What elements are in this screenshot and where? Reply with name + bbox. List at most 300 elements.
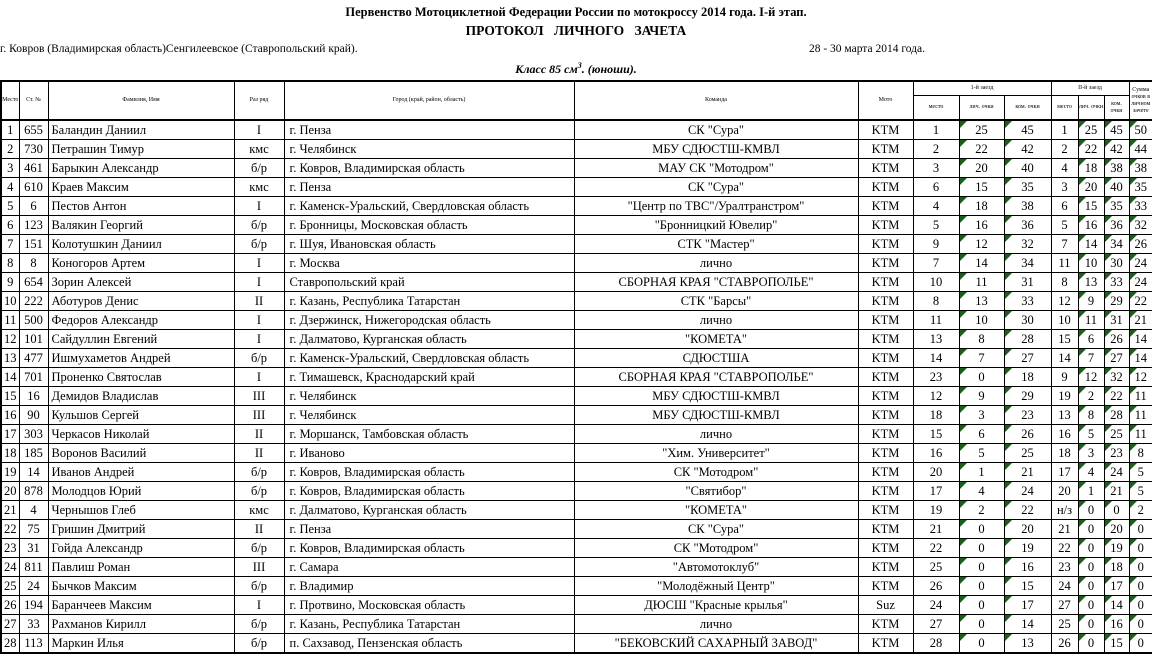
- cell-heat1-personal-points: 25: [959, 120, 1004, 140]
- cell-heat2-personal-points: 0: [1078, 501, 1104, 520]
- green-corner-marker: [960, 615, 967, 622]
- cell-heat2-team-points: 15: [1104, 634, 1129, 654]
- table-row: [1, 235, 1152, 254]
- cell-heat2-team-points: 32: [1104, 368, 1129, 387]
- green-corner-marker: [1130, 577, 1137, 584]
- cell-heat2-team-points: 18: [1104, 558, 1129, 577]
- cell-heat1-place: 4: [913, 197, 959, 216]
- cell-heat1-team-points: 27: [1004, 349, 1051, 368]
- cell-heat1-team-points: 16: [1004, 558, 1051, 577]
- cell-moto: KTM: [858, 159, 913, 178]
- cell-heat2-team-points: 21: [1104, 482, 1129, 501]
- cell-team: МБУ СДЮСТШ-КМВЛ: [574, 387, 858, 406]
- cell-heat2-team-points: 27: [1104, 349, 1129, 368]
- green-corner-marker: [1005, 444, 1012, 451]
- cell-heat2-place: 22: [1051, 539, 1078, 558]
- cell-heat2-place: 4: [1051, 159, 1078, 178]
- green-corner-marker: [1005, 482, 1012, 489]
- green-corner-marker: [1105, 311, 1112, 318]
- cell-total-points: 14: [1129, 330, 1152, 349]
- cell-heat2-team-points: 26: [1104, 330, 1129, 349]
- cell-start-number: 878: [19, 482, 48, 501]
- cell-total-points: 0: [1129, 558, 1152, 577]
- cell-heat1-place: 1: [913, 120, 959, 140]
- cell-heat1-team-points: 22: [1004, 501, 1051, 520]
- cell-moto: KTM: [858, 292, 913, 311]
- cell-start-number: 14: [19, 463, 48, 482]
- cell-rider-name: Маркин Илья: [48, 634, 234, 654]
- cell-heat1-personal-points: 0: [959, 634, 1004, 654]
- cell-place: 21: [1, 501, 19, 520]
- green-corner-marker: [960, 235, 967, 242]
- green-corner-marker: [960, 520, 967, 527]
- cell-heat1-personal-points: 22: [959, 140, 1004, 159]
- cell-heat2-personal-points: 1: [1078, 482, 1104, 501]
- green-corner-marker: [1079, 273, 1086, 280]
- cell-moto: Suz: [858, 596, 913, 615]
- green-corner-marker: [1130, 349, 1137, 356]
- green-corner-marker: [1130, 368, 1137, 375]
- green-corner-marker: [1130, 596, 1137, 603]
- results-table: [0, 80, 1152, 654]
- green-corner-marker: [1105, 406, 1112, 413]
- cell-heat1-place: 17: [913, 482, 959, 501]
- green-corner-marker: [1130, 121, 1137, 128]
- cell-heat1-place: 14: [913, 349, 959, 368]
- cell-place: 8: [1, 254, 19, 273]
- green-corner-marker: [960, 292, 967, 299]
- cell-city: г. Ковров, Владимирская область: [284, 539, 574, 558]
- table-row: [1, 292, 1152, 311]
- cell-city: г. Пенза: [284, 520, 574, 539]
- col-header-heat1: 1-й заезд: [913, 81, 1051, 96]
- col-header-heat2-place: место: [1051, 96, 1078, 121]
- green-corner-marker: [1005, 216, 1012, 223]
- cell-place: 5: [1, 197, 19, 216]
- col-header-heat1-personal: лич. очки: [959, 96, 1004, 121]
- green-corner-marker: [1079, 235, 1086, 242]
- cell-heat1-personal-points: 20: [959, 159, 1004, 178]
- cell-place: 7: [1, 235, 19, 254]
- cell-rank: б/р: [234, 216, 284, 235]
- green-corner-marker: [1079, 501, 1086, 508]
- cell-heat2-personal-points: 18: [1078, 159, 1104, 178]
- cell-rank: б/р: [234, 634, 284, 654]
- cell-heat2-place: 24: [1051, 577, 1078, 596]
- green-corner-marker: [1105, 235, 1112, 242]
- green-corner-marker: [1130, 406, 1137, 413]
- cell-rank: кмс: [234, 178, 284, 197]
- cell-heat1-place: 12: [913, 387, 959, 406]
- cell-moto: KTM: [858, 482, 913, 501]
- green-corner-marker: [1105, 273, 1112, 280]
- green-corner-marker: [1130, 273, 1137, 280]
- cell-heat2-team-points: 19: [1104, 539, 1129, 558]
- cell-city: г. Казань, Республика Татарстан: [284, 615, 574, 634]
- cell-rank: б/р: [234, 482, 284, 501]
- green-corner-marker: [960, 425, 967, 432]
- cell-heat2-personal-points: 22: [1078, 140, 1104, 159]
- green-corner-marker: [960, 349, 967, 356]
- cell-heat2-personal-points: 2: [1078, 387, 1104, 406]
- green-corner-marker: [960, 596, 967, 603]
- cell-heat1-place: 8: [913, 292, 959, 311]
- cell-heat1-personal-points: 0: [959, 577, 1004, 596]
- cell-heat2-personal-points: 5: [1078, 425, 1104, 444]
- cell-heat2-place: 5: [1051, 216, 1078, 235]
- cell-start-number: 113: [19, 634, 48, 654]
- cell-place: 14: [1, 368, 19, 387]
- table-row: [1, 482, 1152, 501]
- cell-heat2-place: 9: [1051, 368, 1078, 387]
- green-corner-marker: [1079, 197, 1086, 204]
- cell-total-points: 44: [1129, 140, 1152, 159]
- green-corner-marker: [1005, 197, 1012, 204]
- green-corner-marker: [1079, 140, 1086, 147]
- cell-total-points: 24: [1129, 254, 1152, 273]
- green-corner-marker: [1105, 140, 1112, 147]
- cell-total-points: 38: [1129, 159, 1152, 178]
- cell-heat1-personal-points: 8: [959, 330, 1004, 349]
- cell-heat2-team-points: 0: [1104, 501, 1129, 520]
- cell-place: 1: [1, 120, 19, 140]
- green-corner-marker: [1005, 140, 1012, 147]
- cell-team: "Автомотоклуб": [574, 558, 858, 577]
- cell-place: 12: [1, 330, 19, 349]
- cell-start-number: 31: [19, 539, 48, 558]
- cell-start-number: 610: [19, 178, 48, 197]
- green-corner-marker: [1105, 197, 1112, 204]
- green-corner-marker: [1005, 501, 1012, 508]
- cell-rider-name: Барыкин Александр: [48, 159, 234, 178]
- col-header-heat1-place: место: [913, 96, 959, 121]
- document-header: [0, 0, 1152, 77]
- cell-rank: I: [234, 120, 284, 140]
- cell-place: 28: [1, 634, 19, 654]
- green-corner-marker: [1079, 444, 1086, 451]
- cell-heat2-team-points: 36: [1104, 216, 1129, 235]
- cell-heat2-place: 20: [1051, 482, 1078, 501]
- cell-heat2-team-points: 29: [1104, 292, 1129, 311]
- cell-heat2-team-points: 22: [1104, 387, 1129, 406]
- cell-moto: KTM: [858, 558, 913, 577]
- cell-team: "БЕКОВСКИЙ САХАРНЫЙ ЗАВОД": [574, 634, 858, 654]
- green-corner-marker: [960, 197, 967, 204]
- cell-start-number: 4: [19, 501, 48, 520]
- green-corner-marker: [1105, 121, 1112, 128]
- cell-moto: KTM: [858, 425, 913, 444]
- cell-place: 9: [1, 273, 19, 292]
- cell-heat2-personal-points: 3: [1078, 444, 1104, 463]
- cell-city: г. Челябинск: [284, 406, 574, 425]
- cell-moto: KTM: [858, 520, 913, 539]
- green-corner-marker: [960, 501, 967, 508]
- green-corner-marker: [1079, 634, 1086, 641]
- cell-heat2-place: 14: [1051, 349, 1078, 368]
- cell-heat2-team-points: 23: [1104, 444, 1129, 463]
- cell-rank: I: [234, 368, 284, 387]
- cell-rider-name: Бычков Максим: [48, 577, 234, 596]
- cell-heat1-team-points: 15: [1004, 577, 1051, 596]
- cell-heat1-personal-points: 11: [959, 273, 1004, 292]
- event-dates: 28 - 30 марта 2014 года.: [808, 43, 925, 55]
- table-row: [1, 368, 1152, 387]
- cell-total-points: 5: [1129, 463, 1152, 482]
- cell-rank: б/р: [234, 539, 284, 558]
- cell-city: г. Ковров, Владимирская область: [284, 463, 574, 482]
- cell-heat2-personal-points: 15: [1078, 197, 1104, 216]
- cell-place: 24: [1, 558, 19, 577]
- green-corner-marker: [1005, 311, 1012, 318]
- cell-heat1-team-points: 20: [1004, 520, 1051, 539]
- green-corner-marker: [1130, 539, 1137, 546]
- cell-heat1-team-points: 34: [1004, 254, 1051, 273]
- cell-heat1-personal-points: 14: [959, 254, 1004, 273]
- col-header-rank: Раз ряд: [234, 81, 284, 120]
- cell-heat2-personal-points: 12: [1078, 368, 1104, 387]
- cell-heat1-place: 7: [913, 254, 959, 273]
- cell-city: г. Самара: [284, 558, 574, 577]
- green-corner-marker: [1005, 159, 1012, 166]
- cell-heat1-team-points: 38: [1004, 197, 1051, 216]
- green-corner-marker: [960, 539, 967, 546]
- cell-heat1-team-points: 19: [1004, 539, 1051, 558]
- cell-rider-name: Иванов Андрей: [48, 463, 234, 482]
- cell-start-number: 811: [19, 558, 48, 577]
- cell-team: СК "Мотодром": [574, 463, 858, 482]
- venue-date-row: [0, 43, 1152, 58]
- cell-rider-name: Кульшов Сергей: [48, 406, 234, 425]
- cell-city: г. Дзержинск, Нижегородская область: [284, 311, 574, 330]
- cell-moto: KTM: [858, 539, 913, 558]
- cell-heat1-team-points: 23: [1004, 406, 1051, 425]
- green-corner-marker: [1079, 368, 1086, 375]
- col-header-name: Фамилия, Имя: [48, 81, 234, 120]
- cell-rider-name: Ишмухаметов Андрей: [48, 349, 234, 368]
- green-corner-marker: [1079, 558, 1086, 565]
- cell-heat1-team-points: 35: [1004, 178, 1051, 197]
- cell-total-points: 22: [1129, 292, 1152, 311]
- cell-heat2-place: 18: [1051, 444, 1078, 463]
- cell-heat2-team-points: 20: [1104, 520, 1129, 539]
- protocol-title: ПРОТОКОЛ ЛИЧНОГО ЗАЧЕТА: [465, 23, 687, 38]
- cell-heat2-personal-points: 0: [1078, 596, 1104, 615]
- cell-team: МБУ СДЮСТШ-КМВЛ: [574, 140, 858, 159]
- green-corner-marker: [1130, 425, 1137, 432]
- cell-heat1-personal-points: 1: [959, 463, 1004, 482]
- cell-city: г. Ковров, Владимирская область: [284, 482, 574, 501]
- table-row: [1, 311, 1152, 330]
- cell-team: "Центр по ТВС"/Уралтранстром": [574, 197, 858, 216]
- green-corner-marker: [1105, 159, 1112, 166]
- table-row: [1, 387, 1152, 406]
- table-row: [1, 273, 1152, 292]
- cell-rank: III: [234, 558, 284, 577]
- green-corner-marker: [960, 330, 967, 337]
- cell-team: СБОРНАЯ КРАЯ "СТАВРОПОЛЬЕ": [574, 368, 858, 387]
- cell-start-number: 33: [19, 615, 48, 634]
- cell-city: г. Каменск-Уральский, Свердловская область: [284, 349, 574, 368]
- cell-start-number: 123: [19, 216, 48, 235]
- cell-place: 13: [1, 349, 19, 368]
- cell-heat1-personal-points: 15: [959, 178, 1004, 197]
- cell-heat2-place: 11: [1051, 254, 1078, 273]
- cell-heat2-place: 15: [1051, 330, 1078, 349]
- green-corner-marker: [1079, 539, 1086, 546]
- cell-moto: KTM: [858, 254, 913, 273]
- cell-rider-name: Демидов Владислав: [48, 387, 234, 406]
- cell-rider-name: Рахманов Кирилл: [48, 615, 234, 634]
- cell-rider-name: Чернышов Глеб: [48, 501, 234, 520]
- green-corner-marker: [1105, 501, 1112, 508]
- cell-team: лично: [574, 311, 858, 330]
- cell-team: "Хим. Университет": [574, 444, 858, 463]
- green-corner-marker: [1130, 235, 1137, 242]
- cell-start-number: 303: [19, 425, 48, 444]
- cell-city: г. Далматово, Курганская область: [284, 501, 574, 520]
- cell-heat2-team-points: 34: [1104, 235, 1129, 254]
- cell-moto: KTM: [858, 501, 913, 520]
- cell-moto: KTM: [858, 330, 913, 349]
- cell-city: г. Пенза: [284, 178, 574, 197]
- cell-place: 16: [1, 406, 19, 425]
- cell-heat1-team-points: 25: [1004, 444, 1051, 463]
- cell-moto: KTM: [858, 216, 913, 235]
- cell-place: 11: [1, 311, 19, 330]
- cell-heat2-personal-points: 0: [1078, 634, 1104, 654]
- green-corner-marker: [960, 387, 967, 394]
- cell-heat1-place: 6: [913, 178, 959, 197]
- green-corner-marker: [1105, 254, 1112, 261]
- cell-heat1-place: 5: [913, 216, 959, 235]
- cell-moto: KTM: [858, 463, 913, 482]
- green-corner-marker: [1005, 615, 1012, 622]
- cell-team: МАУ СК "Мотодром": [574, 159, 858, 178]
- cell-heat1-team-points: 33: [1004, 292, 1051, 311]
- cell-team: СДЮСТША: [574, 349, 858, 368]
- cell-start-number: 477: [19, 349, 48, 368]
- cell-rank: I: [234, 254, 284, 273]
- green-corner-marker: [1130, 387, 1137, 394]
- cell-heat2-personal-points: 7: [1078, 349, 1104, 368]
- cell-rider-name: Проненко Святослав: [48, 368, 234, 387]
- green-corner-marker: [1005, 273, 1012, 280]
- cell-start-number: 16: [19, 387, 48, 406]
- green-corner-marker: [960, 159, 967, 166]
- cell-total-points: 0: [1129, 539, 1152, 558]
- green-corner-marker: [1130, 292, 1137, 299]
- cell-total-points: 8: [1129, 444, 1152, 463]
- cell-place: 15: [1, 387, 19, 406]
- cell-start-number: 151: [19, 235, 48, 254]
- cell-place: 2: [1, 140, 19, 159]
- cell-total-points: 2: [1129, 501, 1152, 520]
- green-corner-marker: [1105, 330, 1112, 337]
- green-corner-marker: [1130, 520, 1137, 527]
- green-corner-marker: [1130, 482, 1137, 489]
- document-title: Первенство Мотоциклетной Федерации России по мотокроссу 2014 года. I-й этап.: [345, 5, 807, 19]
- cell-heat1-team-points: 36: [1004, 216, 1051, 235]
- green-corner-marker: [960, 140, 967, 147]
- cell-start-number: 101: [19, 330, 48, 349]
- cell-moto: KTM: [858, 349, 913, 368]
- cell-heat2-team-points: 40: [1104, 178, 1129, 197]
- cell-total-points: 32: [1129, 216, 1152, 235]
- cell-heat2-place: 16: [1051, 425, 1078, 444]
- col-header-moto: Мото: [858, 81, 913, 120]
- cell-rank: I: [234, 197, 284, 216]
- cell-city: г. Бронницы, Московская область: [284, 216, 574, 235]
- cell-heat1-team-points: 17: [1004, 596, 1051, 615]
- cell-heat2-personal-points: 0: [1078, 558, 1104, 577]
- cell-heat2-place: 8: [1051, 273, 1078, 292]
- green-corner-marker: [1130, 558, 1137, 565]
- cell-heat1-team-points: 21: [1004, 463, 1051, 482]
- cell-heat2-place: 2: [1051, 140, 1078, 159]
- col-header-place: Место: [1, 81, 19, 120]
- cell-heat1-place: 3: [913, 159, 959, 178]
- cell-start-number: 655: [19, 120, 48, 140]
- cell-rider-name: Черкасов Николай: [48, 425, 234, 444]
- cell-heat1-place: 18: [913, 406, 959, 425]
- green-corner-marker: [1105, 463, 1112, 470]
- cell-heat1-place: 10: [913, 273, 959, 292]
- cell-city: г. Казань, Республика Татарстан: [284, 292, 574, 311]
- cell-team: лично: [574, 425, 858, 444]
- cell-heat2-team-points: 14: [1104, 596, 1129, 615]
- green-corner-marker: [1005, 634, 1012, 641]
- cell-rider-name: Зорин Алексей: [48, 273, 234, 292]
- cell-heat2-personal-points: 0: [1078, 539, 1104, 558]
- cell-heat1-personal-points: 10: [959, 311, 1004, 330]
- cell-rider-name: Баранчеев Максим: [48, 596, 234, 615]
- cell-heat1-place: 11: [913, 311, 959, 330]
- cell-total-points: 0: [1129, 520, 1152, 539]
- cell-start-number: 6: [19, 197, 48, 216]
- table-row: [1, 159, 1152, 178]
- green-corner-marker: [1130, 444, 1137, 451]
- cell-moto: KTM: [858, 197, 913, 216]
- cell-heat2-personal-points: 11: [1078, 311, 1104, 330]
- green-corner-marker: [960, 577, 967, 584]
- cell-heat1-place: 28: [913, 634, 959, 654]
- green-corner-marker: [1005, 235, 1012, 242]
- cell-heat2-team-points: 16: [1104, 615, 1129, 634]
- cell-heat2-place: 21: [1051, 520, 1078, 539]
- cell-moto: KTM: [858, 235, 913, 254]
- cell-heat1-personal-points: 4: [959, 482, 1004, 501]
- cell-heat2-personal-points: 20: [1078, 178, 1104, 197]
- green-corner-marker: [1005, 121, 1012, 128]
- cell-heat1-personal-points: 9: [959, 387, 1004, 406]
- cell-total-points: 50: [1129, 120, 1152, 140]
- cell-heat2-personal-points: 16: [1078, 216, 1104, 235]
- cell-city: г. Моршанск, Тамбовская область: [284, 425, 574, 444]
- cell-heat2-team-points: 28: [1104, 406, 1129, 425]
- cell-heat1-personal-points: 13: [959, 292, 1004, 311]
- cell-city: г. Ковров, Владимирская область: [284, 159, 574, 178]
- cell-moto: KTM: [858, 311, 913, 330]
- cell-heat1-team-points: 24: [1004, 482, 1051, 501]
- cell-total-points: 26: [1129, 235, 1152, 254]
- cell-heat1-team-points: 14: [1004, 615, 1051, 634]
- cell-place: 22: [1, 520, 19, 539]
- green-corner-marker: [1005, 368, 1012, 375]
- cell-total-points: 11: [1129, 387, 1152, 406]
- green-corner-marker: [1005, 387, 1012, 394]
- cell-rank: б/р: [234, 235, 284, 254]
- cell-heat1-personal-points: 18: [959, 197, 1004, 216]
